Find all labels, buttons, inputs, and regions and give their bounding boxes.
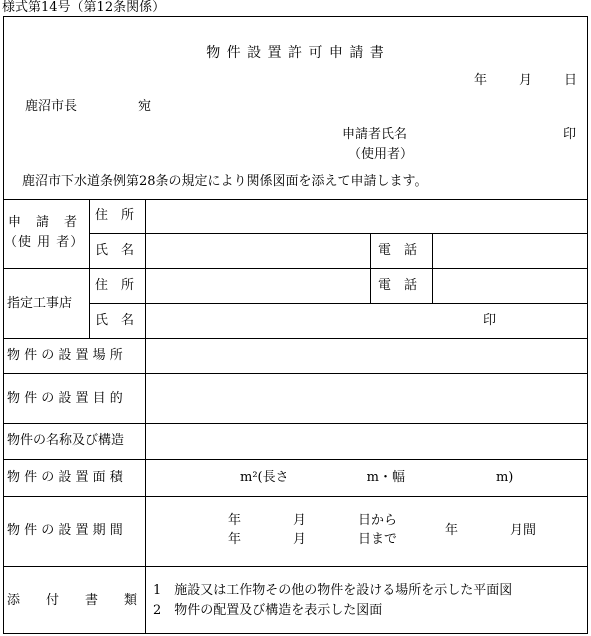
date-day: 日 — [564, 73, 578, 88]
applicant-name-field-label: 氏 名 — [95, 243, 135, 258]
contractor-section-label: 指定工事店 — [7, 296, 73, 311]
grid-line — [145, 199, 146, 634]
addressee-name: 鹿沼市長 — [25, 99, 78, 114]
area-label: 物 件 の 設 置 面 積 — [7, 470, 123, 485]
applicant-section-label: 申 請 者 — [8, 215, 79, 230]
name-structure-label: 物件の名称及び構造 — [7, 433, 125, 448]
grid-line — [89, 303, 588, 304]
date-month: 月 — [519, 73, 533, 88]
period-to: 年 月 日まで — [228, 532, 398, 547]
statement: 鹿沼市下水道条例第28条の規定により関係図面を添えて申請します。 — [22, 174, 428, 189]
applicant-section-sublabel: （使 用 者） — [4, 235, 85, 250]
grid-line — [3, 268, 588, 269]
attachment-item-1: 1 施設又は工作物その他の物件を設ける場所を示した平面図 — [153, 583, 513, 598]
applicant-name-label: 申請者氏名 — [342, 127, 408, 142]
grid-line — [3, 199, 588, 200]
grid-line — [89, 233, 588, 234]
applicant-phone-label: 電 話 — [378, 243, 418, 258]
grid-line — [432, 233, 433, 303]
grid-line — [3, 373, 588, 374]
grid-line — [3, 423, 588, 424]
attachment-item-2: 2 物件の配置及び構造を表示した図面 — [153, 603, 383, 618]
grid-line — [3, 566, 588, 567]
location-label: 物 件 の 設 置 場 所 — [7, 348, 123, 363]
period-total: 年 月間 — [445, 523, 537, 538]
period-from: 年 月 日から — [228, 513, 398, 528]
area-value: m²(長さ m・幅 m) — [240, 470, 514, 485]
applicant-address-label: 住 所 — [95, 208, 135, 223]
contractor-phone-label: 電 話 — [378, 278, 418, 293]
attachments-label: 添 付 書 類 — [7, 593, 138, 608]
grid-line — [370, 233, 371, 303]
grid-line — [3, 459, 588, 460]
addressee-suffix: 宛 — [138, 99, 152, 114]
contractor-name-label: 氏 名 — [95, 313, 135, 328]
form-title: 物 件 設 置 許 可 申 請 書 — [206, 45, 385, 61]
applicant-seal: 印 — [563, 127, 577, 142]
applicant-sub-label: （使用者） — [348, 147, 414, 162]
purpose-label: 物 件 の 設 置 目 的 — [7, 391, 123, 406]
grid-line — [3, 496, 588, 497]
contractor-address-label: 住 所 — [95, 278, 135, 293]
form-number: 様式第14号（第12条関係） — [2, 0, 166, 15]
contractor-seal: 印 — [483, 313, 497, 328]
date-year: 年 — [474, 73, 488, 88]
grid-line — [89, 199, 90, 338]
grid-line — [3, 338, 588, 339]
period-label: 物 件 の 設 置 期 間 — [7, 523, 123, 538]
